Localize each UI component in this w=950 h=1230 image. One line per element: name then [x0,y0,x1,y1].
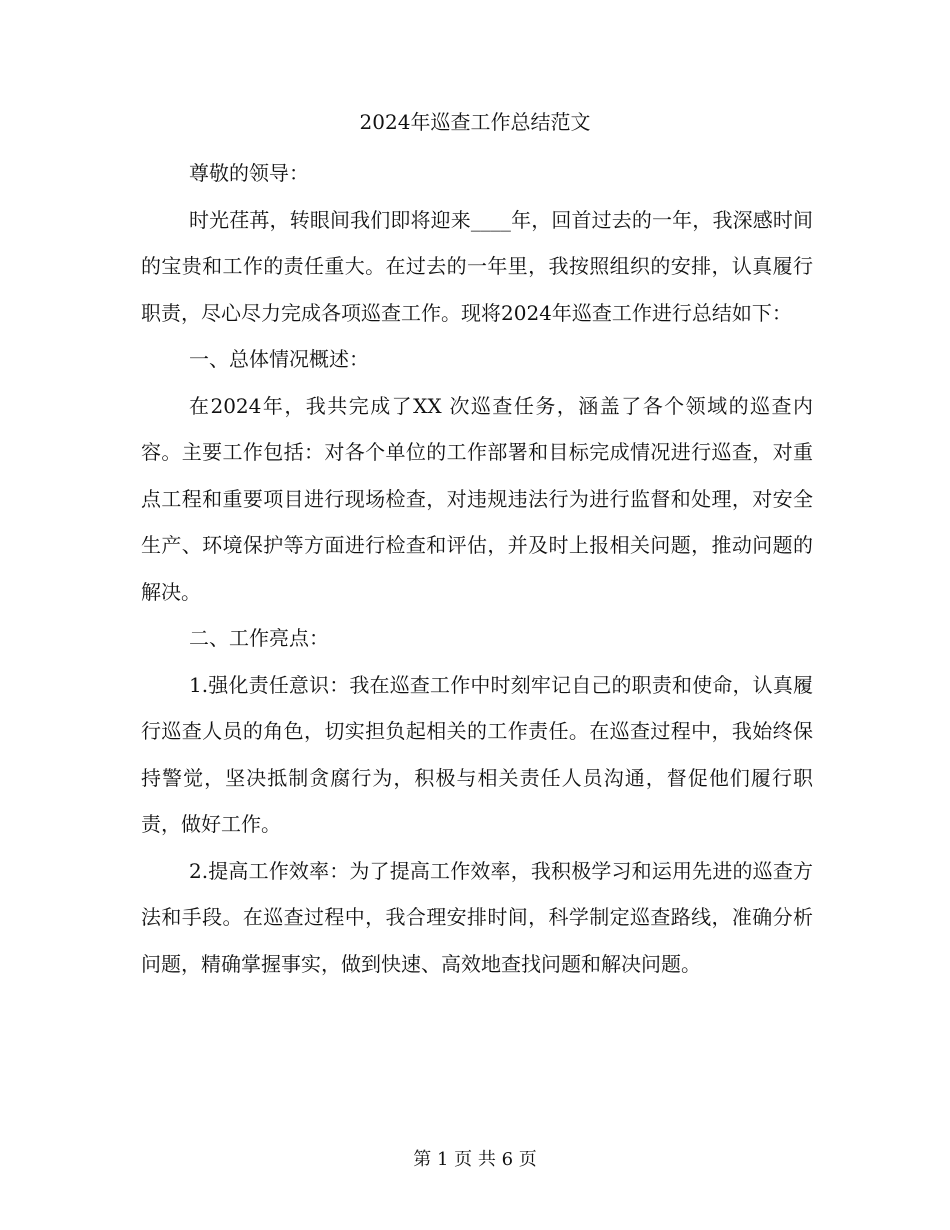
page-number-footer: 第 1 页 共 6 页 [413,1149,537,1170]
document-body [141,150,813,987]
overview-paragraph: 在2024年，我共完成了XX 次巡查任务，涵盖了各个领域的巡查内容。主要工作包括：对各个单位的工作部署和目标完成情况进行巡查，对重点工程和重要项目进行现场检查，对违规违法行为进行监督和处理，对安全生产、环境保护等方面进行检查和评估，并及时上报相关问题，推动问题的解决。 [141,393,813,604]
highlight-item-1: 1.强化责任意识：我在巡查工作中时刻牢记自己的职责和使命，认真履行巡查人员的角色，切实担负起相关的工作责任。在巡查过程中，我始终保持警觉，坚决抵制贪腐行为，积极与相关责任人员沟通，督促他们履行职责，做好工作。 [141,672,813,836]
intro-paragraph: 时光荏苒，转眼间我们即将迎来____年，回首过去的一年，我深感时间的宝贵和工作的责任重大。在过去的一年里，我按照组织的安排，认真履行职责，尽心尽力完成各项巡查工作。现将2024年巡查工作进行总结如下： [141,207,813,325]
highlight-item-2: 2.提高工作效率：为了提高工作效率，我积极学习和运用先进的巡查方法和手段。在巡查过程中，我合理安排时间，科学制定巡查路线，准确分析问题，精确掌握事实，做到快速、高效地查找问题和解决问题。 [141,858,813,976]
salutation: 尊敬的领导： [189,161,309,185]
section-heading-highlights: 二、工作亮点： [189,626,329,650]
section-heading-overview: 一、总体情况概述： [189,347,369,371]
document-title: 2024年巡查工作总结范文 [359,110,591,134]
